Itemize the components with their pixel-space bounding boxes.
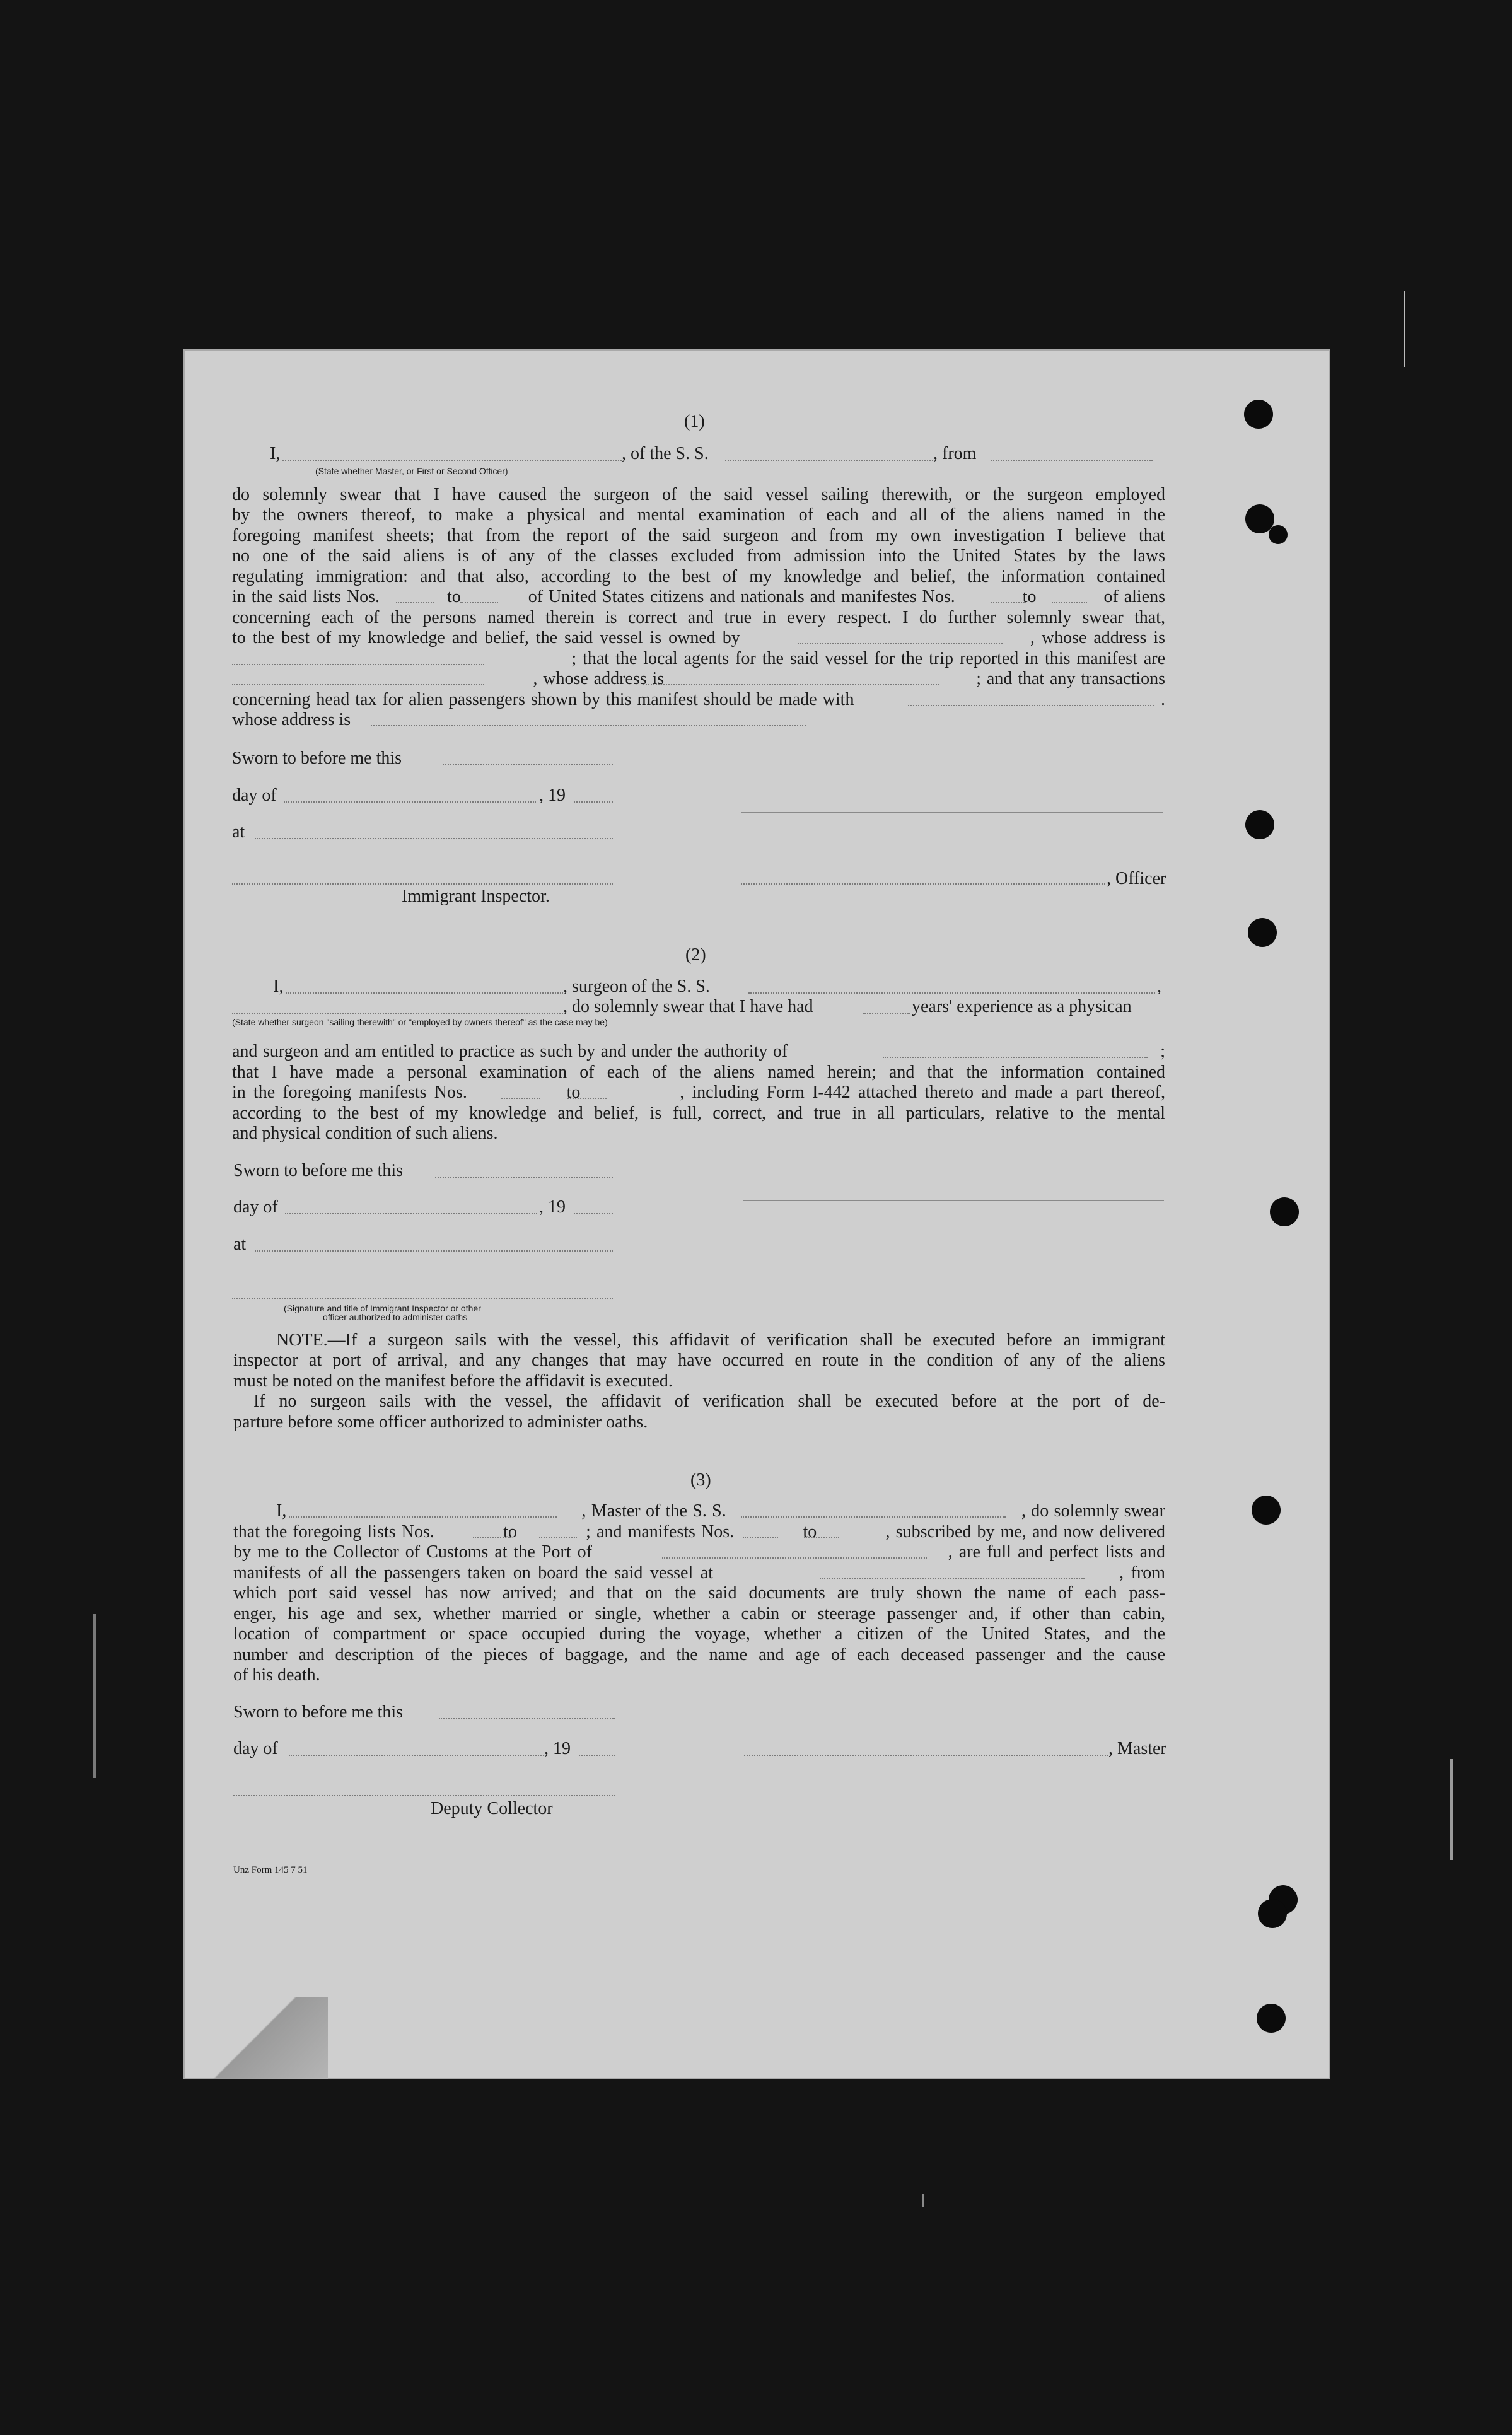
s1-whose-address-line [371, 725, 806, 726]
s2-at-line [255, 1250, 613, 1252]
s3-day-line [289, 1755, 544, 1756]
section-1-number: (1) [684, 412, 705, 431]
s2-years-line [863, 1013, 910, 1014]
s2-body-line: according to the best of my knowledge and belief, is full, correct, and true in all particulars, relative to the mental [232, 1103, 1165, 1123]
s1-agent-address-line [643, 684, 939, 685]
s1-owner-line [798, 643, 1003, 644]
s3-body-line: number and description of the pieces of baggage, and the name and age of each deceased passenger and the cause [233, 1645, 1165, 1665]
s3-master: , Master [1108, 1739, 1166, 1758]
s3-lists-from-line [473, 1537, 511, 1538]
s2-sig-note-2: officer authorized to administer oaths [323, 1312, 468, 1322]
s1-body-line: no one of the said aliens is of any of the classes excluded from admission into the United States by the laws [232, 546, 1165, 566]
s1-at: at [232, 822, 245, 842]
scan-speck [93, 1614, 96, 1778]
s1-lists-from-line [396, 602, 434, 603]
s2-nineteen: , 19 [539, 1197, 566, 1217]
s1-inspector: Immigrant Inspector. [402, 886, 550, 906]
s2-body-line: and physical condition of such aliens. [232, 1124, 498, 1143]
s3-day-of: day of [233, 1739, 278, 1758]
s1-name-line [282, 460, 622, 461]
punch-hole [1244, 400, 1273, 429]
s3-vessel-line [741, 1516, 1006, 1518]
s1-officer-line [741, 883, 1105, 885]
s3-manifests-to-line [804, 1537, 839, 1538]
s1-body-line: concerning head tax for alien passengers shown by this manifest should be made with . [232, 690, 1165, 709]
s3-deputy-line [233, 1795, 615, 1796]
s1-day-line [284, 801, 536, 803]
s1-vessel-line [725, 460, 933, 461]
s3-body-line: location of compartment or space occupied during the voyage, whether a citizen of the United States, and the [233, 1624, 1165, 1644]
scan-speck [1450, 1759, 1453, 1860]
s2-vessel-line [748, 992, 1155, 994]
s2-i: I, [273, 977, 284, 996]
s3-body-line: I, , Master of the S. S. , do solemnly swear [276, 1501, 1165, 1521]
scan-speck [922, 2194, 924, 2207]
s1-agents-line [232, 684, 484, 685]
s1-body-line: by the owners thereof, to make a physical and mental examination of each and all of the aliens named in the [232, 505, 1165, 525]
s1-signature-line [741, 812, 1163, 813]
s2-note-line: must be noted on the manifest before the affidavit is executed. [233, 1371, 673, 1391]
s1-body-line: foregoing manifest sheets; that from the report of the said surgeon and from my own investigation I believe that [232, 526, 1165, 545]
punch-hole [1270, 1197, 1299, 1226]
punch-hole [1252, 1496, 1281, 1525]
s2-day-of: day of [233, 1197, 278, 1217]
s1-body-line: , whose address is ; and that any transactions [232, 669, 1165, 689]
s2-at: at [233, 1235, 247, 1254]
s2-note-line: NOTE.—If a surgeon sails with the vessel, this affidavit of verification shall be executed before an immigrant [276, 1330, 1165, 1350]
s1-body-line: do solemnly swear that I have caused the surgeon of the said vessel sailing therewith, or the surgeon employed [232, 485, 1165, 504]
punch-hole [1248, 918, 1277, 947]
s3-body-line: enger, his age and sex, whether married or single, whether a cabin or steerage passenger and, if other than cabin, [233, 1604, 1165, 1624]
section-3-number: (3) [690, 1470, 711, 1490]
s2-manifests-to-line [567, 1098, 607, 1099]
s3-body-line: by me to the Collector of Customs at the Port of , are full and perfect lists and [233, 1542, 1165, 1562]
s3-manifests-from-line [743, 1537, 778, 1538]
form-id: Unz Form 145 7 51 [233, 1865, 308, 1875]
s3-master-line [744, 1755, 1108, 1756]
s2-note-line: If no surgeon sails with the vessel, the affidavit of verification shall be executed before at the port of de- [253, 1392, 1165, 1411]
s1-sworn-line [443, 764, 613, 765]
s2-sig-note-1: (Signature and title of Immigrant Inspector or other [284, 1303, 481, 1313]
s1-from-line [991, 460, 1153, 461]
s3-nineteen: , 19 [544, 1739, 571, 1758]
s2-note-line: parture before some officer authorized to administer oaths. [233, 1412, 648, 1432]
s2-years: years' experience as a physican [912, 997, 1132, 1016]
s1-lists-to-line [460, 602, 498, 603]
punch-hole [1269, 525, 1288, 544]
punch-hole [1257, 2004, 1286, 2033]
scan-speck [1404, 291, 1405, 367]
s1-body-line: to the best of my knowledge and belief, the said vessel is owned by , whose address is [232, 628, 1165, 648]
s1-body-line: concerning each of the persons named therein is correct and true in every respect. I do further solemnly swear that, [232, 608, 1165, 627]
s2-body-line: that I have made a personal examination of each of the aliens named herein; and that the information contained [232, 1062, 1165, 1082]
punch-hole [1245, 810, 1274, 839]
s2-day-line [285, 1213, 537, 1214]
s3-deputy: Deputy Collector [431, 1799, 553, 1818]
s1-manifests-from-line [991, 602, 1026, 603]
s1-from: , from [933, 444, 977, 463]
s3-body-line: that the foregoing lists Nos. to ; and manifests Nos. to , subscribed by me, and now delivered [233, 1522, 1165, 1542]
s1-of-ss: , of the S. S. [622, 444, 709, 463]
s2-name-line [286, 992, 563, 994]
punch-hole [1258, 1899, 1287, 1928]
s1-head-tax-line [908, 705, 1154, 706]
s1-i: I, [270, 444, 281, 463]
s1-body-line: ; that the local agents for the said vessel for the trip reported in this manifest are [232, 649, 1165, 668]
s1-owner-address-line [232, 664, 484, 665]
s3-taken-at-line [820, 1578, 1085, 1579]
s2-surgeon-type-line [232, 1013, 563, 1014]
s2-body-line: and surgeon and am entitled to practice as such by and under the authority of ; [232, 1042, 1165, 1061]
section-2-number: (2) [685, 945, 706, 965]
s3-port-line [662, 1557, 927, 1559]
form-sheet [183, 349, 1330, 2079]
s2-body-line: in the foregoing manifests Nos. to , including Form I-442 attached thereto and made a part thereof, [232, 1083, 1165, 1102]
s3-sworn: Sworn to before me this [233, 1702, 404, 1722]
s3-lists-to-line [539, 1537, 577, 1538]
s3-year-line [579, 1755, 615, 1756]
s2-sig-line [232, 1298, 613, 1299]
s1-officer: , Officer [1107, 869, 1166, 888]
s2-surgeon-note: (State whether surgeon "sailing therewith" or "employed by owners thereof" as the case may be) [232, 1017, 608, 1027]
s1-at-line [255, 838, 613, 839]
s2-surgeon-of: , surgeon of the S. S. [563, 977, 710, 996]
s2-authority-line [883, 1057, 1148, 1058]
s2-year-line [574, 1213, 613, 1214]
s1-body-line: in the said lists Nos. to of United States citizens and nationals and manifestes Nos. to of aliens [232, 587, 1165, 607]
s1-day-of: day of [232, 786, 277, 805]
s2-manifests-from-line [501, 1098, 540, 1099]
s3-body-line: manifests of all the passengers taken on board the said vessel at , from [233, 1563, 1165, 1583]
folded-corner [183, 1997, 328, 2079]
s2-signature-line [743, 1200, 1164, 1201]
s1-manifests-to-line [1052, 602, 1087, 603]
s1-body-line: regulating immigration: and that also, according to the best of my knowledge and belief, the information contained [232, 567, 1165, 586]
s1-nineteen: , 19 [539, 786, 566, 805]
s2-sworn: Sworn to before me this [233, 1161, 404, 1180]
s3-name-line [289, 1516, 557, 1518]
s3-sworn-line [439, 1718, 615, 1719]
s1-body-line: whose address is [232, 710, 351, 729]
s1-year-line [574, 801, 613, 803]
s2-comma: , [1157, 977, 1161, 996]
s2-swear-had: , do solemnly swear that I have had [563, 997, 813, 1016]
s2-sworn-line [435, 1177, 613, 1178]
s3-body-line: which port said vessel has now arrived; and that on the said documents are truly shown the name of each pass- [233, 1583, 1165, 1603]
s3-body-line: of his death. [233, 1665, 320, 1685]
s2-note-line: inspector at port of arrival, and any changes that may have occurred en route in the condition of any of the aliens [233, 1351, 1165, 1370]
s1-sworn: Sworn to before me this [232, 748, 402, 768]
s1-inspector-line [232, 883, 613, 885]
s1-master-note: (State whether Master, or First or Second Officer) [315, 466, 508, 476]
